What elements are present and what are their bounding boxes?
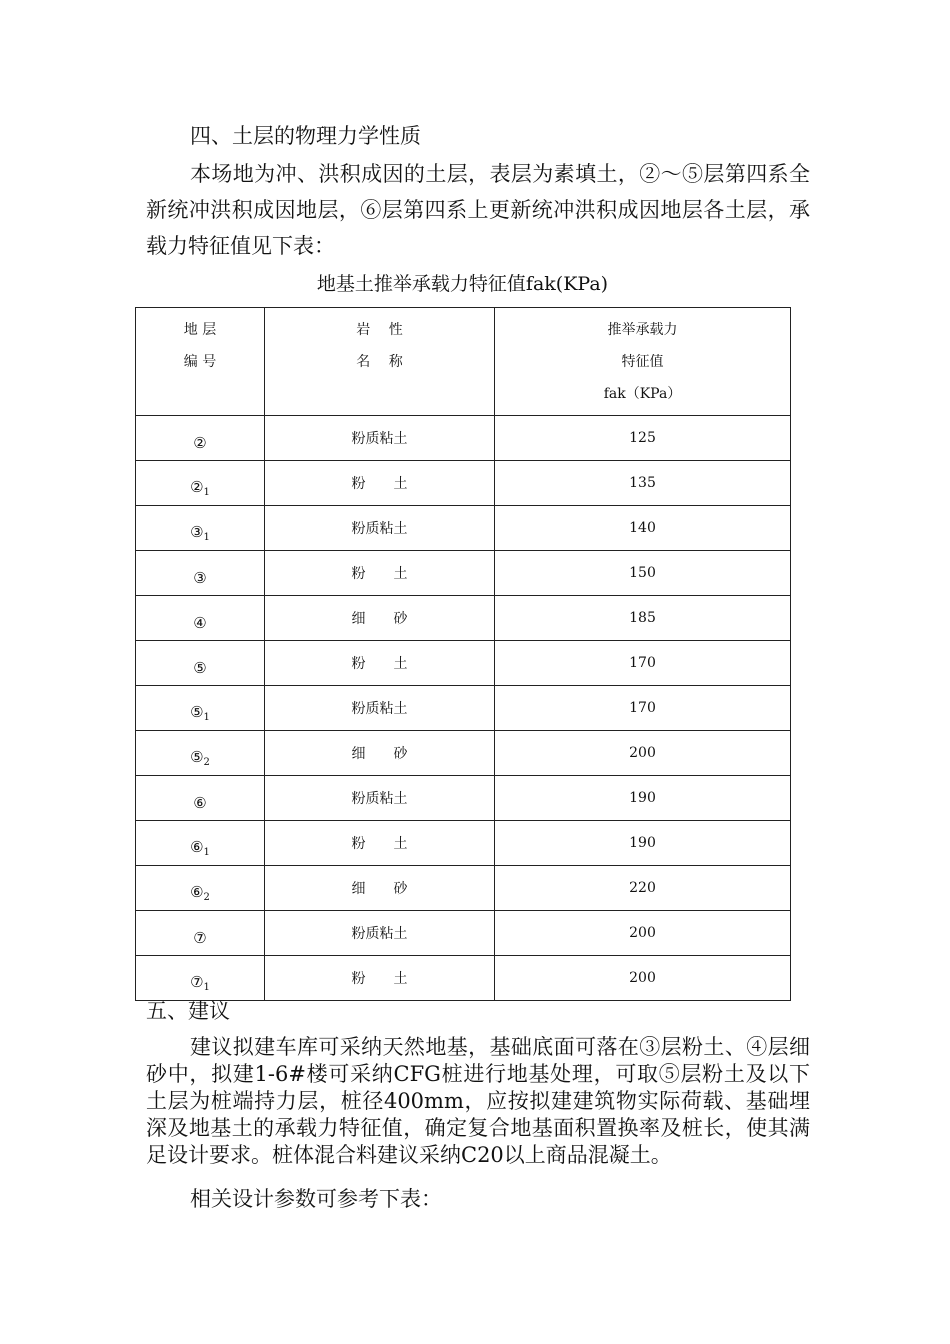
bearing-value-cell: 200: [495, 731, 791, 776]
layer-number: [190, 703, 210, 721]
layer-symbol: ⑤: [193, 659, 207, 677]
bearing-value-cell: 190: [495, 776, 791, 821]
bearing-value-cell: 220: [495, 866, 791, 911]
table-row: [136, 461, 791, 506]
section-5-note: 相关设计参数可参考下表：: [190, 1187, 442, 1211]
table-caption: 地基土推举承载力特征值fak(KPa): [316, 273, 609, 295]
header-fak-unit-label: fak（KPa）: [603, 386, 682, 402]
bearing-value-cell: 200: [495, 956, 791, 1001]
layer-number-cell: [136, 686, 265, 731]
bearing-value-cell: 170: [495, 686, 791, 731]
layer-number-cell: [136, 416, 265, 461]
header-capacity-label: 推举承载力: [607, 322, 678, 338]
rock-name-cell: 粉 土: [265, 956, 495, 1001]
bearing-capacity-table: [135, 307, 791, 1001]
rock-name-cell: 粉质粘土: [265, 776, 495, 821]
layer-symbol: ③: [190, 523, 204, 541]
bearing-value-cell: 200: [495, 911, 791, 956]
table-row: [136, 416, 791, 461]
layer-number: [190, 748, 210, 766]
rock-name-cell: 细 砂: [265, 596, 495, 641]
layer-symbol: ④: [193, 614, 207, 632]
layer-number-cell: [136, 956, 265, 1001]
bearing-value-cell: 185: [495, 596, 791, 641]
layer-subscript: 1: [203, 712, 210, 723]
layer-symbol: ⑥: [190, 883, 204, 901]
rock-name-cell: 粉 土: [265, 551, 495, 596]
layer-number-cell: [136, 641, 265, 686]
header-characteristic-label: 特征值: [621, 354, 664, 370]
header-name-label: 名 称: [356, 354, 403, 370]
layer-number: [190, 883, 210, 901]
layer-subscript: 2: [203, 757, 210, 768]
header-bearing-capacity: [495, 308, 791, 416]
rock-name-cell: 粉质粘土: [265, 911, 495, 956]
table-row: [136, 551, 791, 596]
layer-number-cell: [136, 731, 265, 776]
table-row: [136, 686, 791, 731]
layer-number: [190, 973, 210, 991]
layer-number-cell: [136, 551, 265, 596]
header-rock-name: [265, 308, 495, 416]
layer-number: [190, 478, 210, 496]
table-row: [136, 596, 791, 641]
rock-name-cell: 细 砂: [265, 731, 495, 776]
layer-number-cell: [136, 911, 265, 956]
table-header-row: [136, 308, 791, 416]
header-layer-number: [136, 308, 265, 416]
layer-subscript: 1: [203, 532, 210, 543]
layer-symbol: ⑥: [190, 838, 204, 856]
layer-subscript: 1: [203, 487, 210, 498]
layer-number-cell: [136, 596, 265, 641]
layer-symbol: ③: [193, 569, 207, 587]
layer-number-cell: [136, 821, 265, 866]
layer-number: [193, 614, 206, 632]
layer-number-cell: [136, 866, 265, 911]
layer-symbol: ⑥: [193, 794, 207, 812]
layer-subscript: 2: [203, 892, 210, 903]
rock-name-cell: 粉 土: [265, 641, 495, 686]
rock-name-cell: 粉质粘土: [265, 506, 495, 551]
bearing-value-cell: 190: [495, 821, 791, 866]
layer-number-cell: [136, 776, 265, 821]
layer-number: [193, 794, 206, 812]
header-number-label: 编 号: [183, 354, 217, 370]
rock-name-cell: 粉质粘土: [265, 416, 495, 461]
rock-name-cell: 细 砂: [265, 866, 495, 911]
section-4-heading: 四、土层的物理力学性质: [190, 124, 421, 148]
layer-symbol: ②: [190, 478, 204, 496]
layer-symbol: ②: [193, 434, 207, 452]
layer-subscript: 1: [203, 847, 210, 858]
layer-number: [190, 523, 210, 541]
table-body: [136, 416, 791, 1001]
section-4-paragraph: 本场地为冲、洪积成因的土层，表层为素填土，②～⑤层第四系全新统冲洪积成因地层，⑥层第四系上更新统冲洪积成因地层各土层，承载力特征值见下表：: [146, 162, 810, 258]
layer-symbol: ⑦: [193, 929, 207, 947]
layer-number-cell: [136, 506, 265, 551]
layer-number: [193, 569, 206, 587]
bearing-value-cell: 140: [495, 506, 791, 551]
rock-name-cell: 粉质粘土: [265, 686, 495, 731]
layer-number: [193, 659, 206, 677]
layer-number: [193, 929, 206, 947]
layer-symbol: ⑤: [190, 748, 204, 766]
bearing-value-cell: 125: [495, 416, 791, 461]
rock-name-cell: 粉 土: [265, 461, 495, 506]
layer-number-cell: [136, 461, 265, 506]
table-row: [136, 731, 791, 776]
table-row: [136, 776, 791, 821]
bearing-value-cell: 170: [495, 641, 791, 686]
table-row: [136, 956, 791, 1001]
section-5-heading: 五、建议: [146, 999, 230, 1023]
table-row: [136, 821, 791, 866]
table-row: [136, 506, 791, 551]
rock-name-cell: 粉 土: [265, 821, 495, 866]
bearing-value-cell: 135: [495, 461, 791, 506]
layer-symbol: ⑦: [190, 973, 204, 991]
table-row: [136, 866, 791, 911]
layer-subscript: 1: [203, 982, 210, 993]
table-row: [136, 911, 791, 956]
table-row: [136, 641, 791, 686]
header-lithology-label: 岩 性: [356, 322, 403, 338]
bearing-value-cell: 150: [495, 551, 791, 596]
layer-number: [193, 434, 206, 452]
section-5-paragraph: 建议拟建车库可采纳天然地基，基础底面可落在③层粉土、④层细砂中，拟建1-6#楼可采纳CFG桩进行地基处理，可取⑤层粉土及以下土层为桩端持力层，桩径400mm，应按拟建建筑物实际荷载、基础埋深及地基土的承载力特征值，确定复合地基面积置换率及桩长，使其满足设计要求。桩体混合料建议采纳C20以上商品混凝土。: [146, 1035, 810, 1167]
layer-number: [190, 838, 210, 856]
header-layer-label: 地 层: [183, 322, 217, 338]
layer-symbol: ⑤: [190, 703, 204, 721]
